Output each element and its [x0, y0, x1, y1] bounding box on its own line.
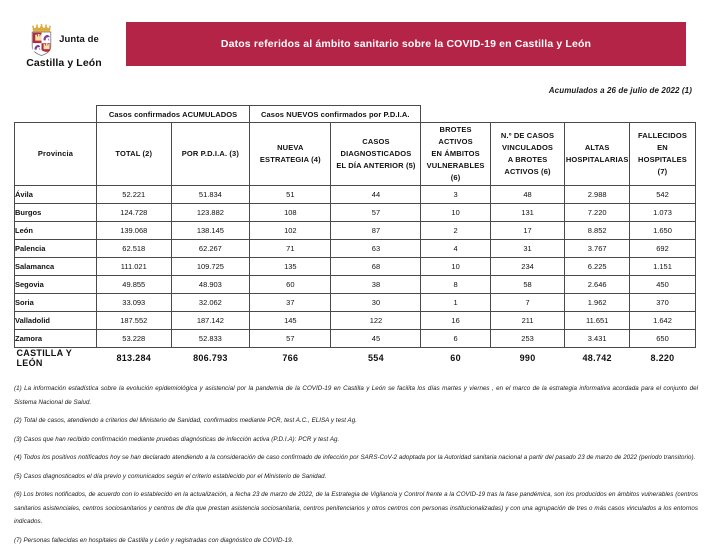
col-header-brotes-l4: VULNERABLES [426, 161, 485, 170]
cell-fallecidos: 650 [629, 330, 695, 348]
total-cell-dia-anterior: 554 [331, 348, 421, 369]
col-header-dia-anterior-l3: EL DÍA ANTERIOR (5) [336, 161, 416, 170]
col-header-vinculados-l4: ACTIVOS (6) [504, 167, 551, 176]
col-header-dia-anterior [331, 123, 421, 186]
cell-total: 139.068 [96, 222, 171, 240]
total-cell-brotes-activos: 60 [421, 348, 490, 369]
col-header-brotes-l1: BROTES [439, 125, 472, 134]
cell-altas: 1.962 [565, 294, 630, 312]
group-header-spacer [15, 106, 97, 123]
col-header-nueva-estrategia-l2: ESTRATEGIA (4) [259, 155, 321, 164]
cell-provincia: Salamanca [15, 258, 97, 276]
col-header-nueva-estrategia [250, 123, 331, 186]
castilla-y-leon-crest-icon [29, 24, 55, 56]
page-header [0, 0, 714, 72]
cell-brotes-activos: 1 [421, 294, 490, 312]
cell-fallecidos: 1.642 [629, 312, 695, 330]
accumulated-date-label: Acumulados a 26 de julio de 2022 (1) [548, 86, 692, 95]
footnote-4: (4) Todos los positivos notificados hoy se han declarado atendiendo a la consideración de caso confirmado de infección por SARS-CoV-2 adoptada por la Autoridad sanitaria nacional a partir del pasado 23 de marzo de 2022 (periodo transitorio). [14, 454, 696, 461]
cell-dia-anterior: 57 [331, 204, 421, 222]
cell-brotes-activos: 8 [421, 276, 490, 294]
col-header-fallecidos-l3: HOSPITALES [638, 155, 687, 164]
cell-por-pdia: 32.062 [171, 294, 250, 312]
column-header-row [15, 123, 696, 186]
cell-por-pdia: 123.882 [171, 204, 250, 222]
total-cell-total: 813.284 [96, 348, 171, 369]
cell-provincia: Burgos [15, 204, 97, 222]
col-header-altas-hospitalarias [565, 123, 630, 186]
cell-brotes-activos: 16 [421, 312, 490, 330]
title-banner [126, 22, 686, 66]
col-header-brotes-l3: EN ÁMBITOS [431, 149, 480, 158]
cell-dia-anterior: 122 [331, 312, 421, 330]
cell-total: 33.093 [96, 294, 171, 312]
col-header-dia-anterior-l1: CASOS [362, 137, 390, 146]
footnote-2: (2) Total de casos, atendiendo a criterios del Ministerio de Sanidad, confirmados mediante PCR, test A.C., ELISA y test Ag. [14, 417, 357, 424]
total-cell-por-pdia: 806.793 [171, 348, 250, 369]
cell-dia-anterior: 30 [331, 294, 421, 312]
cell-nueva-estrategia: 37 [250, 294, 331, 312]
col-header-nueva-estrategia-l1: NUEVA [277, 143, 304, 152]
cell-por-pdia: 187.142 [171, 312, 250, 330]
total-label: CASTILLA Y LEÓN [15, 348, 97, 369]
table-row [15, 186, 696, 204]
cell-brotes-activos: 4 [421, 240, 490, 258]
cell-por-pdia: 52.833 [171, 330, 250, 348]
cell-fallecidos: 542 [629, 186, 695, 204]
cell-por-pdia: 109.725 [171, 258, 250, 276]
cell-provincia: Zamora [15, 330, 97, 348]
cell-total: 187.552 [96, 312, 171, 330]
cell-provincia: Ávila [15, 186, 97, 204]
cell-casos-vinculados: 31 [490, 240, 565, 258]
cell-dia-anterior: 44 [331, 186, 421, 204]
table-row [15, 258, 696, 276]
cell-altas: 2.988 [565, 186, 630, 204]
col-header-brotes-l5: (6) [450, 173, 461, 182]
col-header-vinculados-l2: VINCULADOS [502, 143, 554, 152]
cell-fallecidos: 450 [629, 276, 695, 294]
col-header-casos-vinculados [490, 123, 565, 186]
cell-fallecidos: 1.650 [629, 222, 695, 240]
col-header-provincia-l1: Provincia [37, 149, 74, 158]
data-table-wrapper [0, 98, 714, 368]
subtitle-row [0, 80, 714, 98]
cell-brotes-activos: 2 [421, 222, 490, 240]
cell-por-pdia: 48.903 [171, 276, 250, 294]
table-row [15, 330, 696, 348]
cell-por-pdia: 62.267 [171, 240, 250, 258]
cell-total: 49.855 [96, 276, 171, 294]
cell-provincia: Valladolid [15, 312, 97, 330]
cell-casos-vinculados: 7 [490, 294, 565, 312]
cell-altas: 11.651 [565, 312, 630, 330]
table-row [15, 294, 696, 312]
col-header-vinculados-l1: N.º DE CASOS [500, 131, 555, 140]
cell-nueva-estrategia: 102 [250, 222, 331, 240]
cell-total: 53.228 [96, 330, 171, 348]
cell-dia-anterior: 87 [331, 222, 421, 240]
col-header-altas-l2: HOSPITALARIAS [565, 155, 629, 164]
cell-casos-vinculados: 253 [490, 330, 565, 348]
cell-brotes-activos: 10 [421, 258, 490, 276]
cell-fallecidos: 370 [629, 294, 695, 312]
col-header-dia-anterior-l2: DIAGNOSTICADOS [340, 149, 412, 158]
table-body [15, 186, 696, 369]
logo-line-2: Castilla y León [26, 57, 102, 69]
col-header-altas-l1: ALTAS [584, 143, 610, 152]
group-header-acumulados: Casos confirmados ACUMULADOS [96, 106, 249, 123]
cell-altas: 6.225 [565, 258, 630, 276]
cell-nueva-estrategia: 145 [250, 312, 331, 330]
cell-altas: 3.767 [565, 240, 630, 258]
cell-altas: 8.852 [565, 222, 630, 240]
cell-nueva-estrategia: 71 [250, 240, 331, 258]
cell-fallecidos: 1.073 [629, 204, 695, 222]
logo-line-1: Junta de [59, 34, 99, 45]
cell-fallecidos: 692 [629, 240, 695, 258]
group-header-nuevos: Casos NUEVOS confirmados por P.D.I.A. [250, 106, 421, 123]
covid-data-table [14, 105, 696, 368]
cell-fallecidos: 1.151 [629, 258, 695, 276]
page-title: Datos referidos al ámbito sanitario sobre la COVID-19 en Castilla y León [220, 38, 592, 50]
cell-casos-vinculados: 58 [490, 276, 565, 294]
cell-altas: 3.431 [565, 330, 630, 348]
cell-provincia: Segovia [15, 276, 97, 294]
junta-logo [12, 22, 116, 69]
cell-provincia: Soria [15, 294, 97, 312]
cell-total: 124.728 [96, 204, 171, 222]
col-header-por-pdia-l1: POR P.D.I.A. (3) [181, 149, 240, 158]
cell-casos-vinculados: 211 [490, 312, 565, 330]
col-header-provincia [15, 123, 97, 186]
cell-casos-vinculados: 48 [490, 186, 565, 204]
group-header-spacer-right [421, 106, 696, 123]
cell-altas: 2.646 [565, 276, 630, 294]
col-header-total-l1: TOTAL (2) [115, 149, 153, 158]
total-cell-casos-vinculados: 990 [490, 348, 565, 369]
cell-dia-anterior: 45 [331, 330, 421, 348]
table-head [15, 106, 696, 186]
cell-nueva-estrategia: 57 [250, 330, 331, 348]
col-header-por-pdia [171, 123, 250, 186]
cell-dia-anterior: 68 [331, 258, 421, 276]
footnote-6: (6) Los brotes notificados, de acuerdo con lo establecido en la actualización, a fecha 23 de marzo de 2022, de la Estrategia de Vigilancia y Control frente a la COVID-19 tras la fase pandémica, son los producidos en ámbitos vulnerables (centros sanitarios asistenciales, centros sociosanitarios y centros de día que prestan asistencia sociosanitaria, centros penitenciarios y otros centros con personas institucionalizadas) y con una agrupación de tres o más casos vinculados a los entornos indicados. [14, 491, 698, 525]
col-header-fallecidos [629, 123, 695, 186]
cell-nueva-estrategia: 135 [250, 258, 331, 276]
total-cell-altas: 48.742 [565, 348, 630, 369]
cell-altas: 7.220 [565, 204, 630, 222]
total-cell-fallecidos: 8.220 [629, 348, 695, 369]
col-header-brotes-activos [421, 123, 490, 186]
cell-total: 111.021 [96, 258, 171, 276]
footnotes [0, 368, 714, 547]
cell-brotes-activos: 10 [421, 204, 490, 222]
cell-casos-vinculados: 17 [490, 222, 565, 240]
group-header-row [15, 106, 696, 123]
footnote-3: (3) Casos que han recibido confirmación mediante pruebas diagnósticas de infección activa (P.D.I.A): PCR y test Ag. [14, 435, 340, 443]
cell-brotes-activos: 3 [421, 186, 490, 204]
cell-nueva-estrategia: 51 [250, 186, 331, 204]
total-cell-nueva-estrategia: 766 [250, 348, 331, 369]
col-header-vinculados-l3: A BROTES [507, 155, 548, 164]
table-row [15, 276, 696, 294]
cell-por-pdia: 51.834 [171, 186, 250, 204]
footnote-7: (7) Personas fallecidas en hospitales de Castilla y León y registradas con diagnóstico de COVID-19. [14, 536, 294, 544]
cell-casos-vinculados: 131 [490, 204, 565, 222]
table-row [15, 204, 696, 222]
col-header-fallecidos-l1: FALLECIDOS [637, 131, 687, 140]
cell-por-pdia: 138.145 [171, 222, 250, 240]
cell-provincia: Palencia [15, 240, 97, 258]
cell-nueva-estrategia: 108 [250, 204, 331, 222]
footnote-5: (5) Casos diagnosticados el día previo y comunicados según el criterio establecido por el Ministerio de Sanidad. [14, 472, 327, 480]
cell-provincia: León [15, 222, 97, 240]
table-total-row [15, 348, 696, 369]
table-row [15, 312, 696, 330]
table-row [15, 240, 696, 258]
col-header-total [96, 123, 171, 186]
col-header-fallecidos-l4: (7) [657, 167, 668, 176]
cell-dia-anterior: 63 [331, 240, 421, 258]
cell-brotes-activos: 6 [421, 330, 490, 348]
col-header-fallecidos-l2: EN [657, 143, 668, 152]
cell-casos-vinculados: 234 [490, 258, 565, 276]
cell-nueva-estrategia: 60 [250, 276, 331, 294]
table-row [15, 222, 696, 240]
cell-total: 62.518 [96, 240, 171, 258]
footnote-1: (1) La información estadística sobre la evolución epidemiológica y asistencial por la pandemia de la COVID-19 en Castilla y León se facilita los días martes y viernes , en el marco de la estrategia informativa acordada para el conjunto del Sistema Nacional de Salud. [14, 385, 698, 406]
cell-dia-anterior: 38 [331, 276, 421, 294]
cell-total: 52.221 [96, 186, 171, 204]
col-header-brotes-l2: ACTIVOS [438, 137, 473, 146]
